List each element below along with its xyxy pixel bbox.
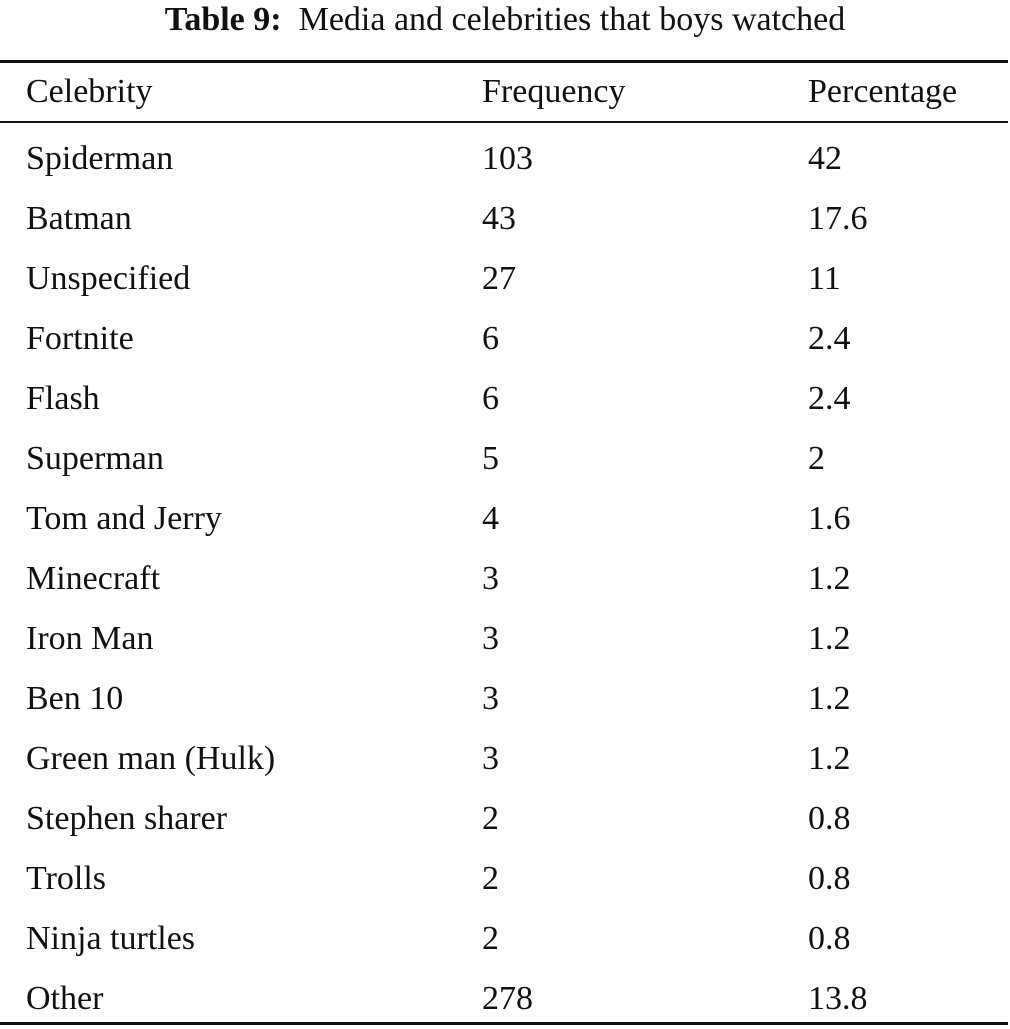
table-row [0,369,1008,429]
percentage-cell: 1.2 [808,740,851,777]
frequency-cell: 4 [482,500,499,537]
table-header-rule [0,121,1008,123]
celebrity-cell: Fortnite [26,320,134,357]
celebrity-cell: Batman [26,200,132,237]
percentage-cell: 0.8 [808,860,851,897]
percentage-cell: 42 [808,140,842,177]
table-row [0,129,1008,189]
table-row [0,189,1008,249]
table-row [0,849,1008,909]
frequency-cell: 5 [482,440,499,477]
percentage-cell: 1.2 [808,560,851,597]
table-row [0,969,1008,1029]
frequency-cell: 2 [482,860,499,897]
celebrity-cell: Green man (Hulk) [26,740,276,777]
frequency-cell: 3 [482,680,499,717]
header-frequency: Frequency [482,73,626,110]
percentage-cell: 17.6 [808,200,868,237]
celebrity-cell: Flash [26,380,100,417]
celebrity-cell: Superman [26,440,164,477]
percentage-cell: 2.4 [808,320,851,357]
celebrity-cell: Stephen sharer [26,800,228,837]
percentage-cell: 2 [808,440,825,477]
table-caption-text: Media and celebrities that boys watched [298,1,846,38]
frequency-cell: 3 [482,620,499,657]
header-celebrity: Celebrity [26,73,153,110]
frequency-cell: 3 [482,740,499,777]
table-caption [0,0,1010,44]
percentage-cell: 2.4 [808,380,851,417]
table-row [0,909,1008,969]
celebrity-cell: Unspecified [26,260,191,297]
table-row [0,489,1008,549]
table-row [0,249,1008,309]
table-row [0,729,1008,789]
frequency-cell: 6 [482,380,499,417]
header-percentage: Percentage [808,73,958,110]
percentage-cell: 1.2 [808,680,851,717]
percentage-cell: 1.6 [808,500,851,537]
frequency-cell: 278 [482,980,533,1017]
celebrity-cell: Minecraft [26,560,161,597]
celebrity-cell: Ninja turtles [26,920,196,957]
celebrity-cell: Other [26,980,104,1017]
percentage-cell: 1.2 [808,620,851,657]
table-row [0,549,1008,609]
celebrity-cell: Spiderman [26,140,174,177]
table-bottom-rule [0,1022,1008,1025]
celebrity-cell: Iron Man [26,620,154,657]
frequency-cell: 3 [482,560,499,597]
celebrity-cell: Ben 10 [26,680,124,717]
frequency-cell: 2 [482,800,499,837]
percentage-cell: 0.8 [808,920,851,957]
celebrity-cell: Tom and Jerry [26,500,222,537]
percentage-cell: 11 [808,260,841,297]
table-row [0,429,1008,489]
frequency-cell: 103 [482,140,533,177]
table-row [0,789,1008,849]
table-row [0,669,1008,729]
percentage-cell: 0.8 [808,800,851,837]
table-row [0,309,1008,369]
percentage-cell: 13.8 [808,980,868,1017]
frequency-cell: 6 [482,320,499,357]
table-header [0,63,1008,121]
frequency-cell: 43 [482,200,516,237]
frequency-cell: 27 [482,260,516,297]
table-body [0,129,1008,1029]
frequency-cell: 2 [482,920,499,957]
celebrity-cell: Trolls [26,860,107,897]
table-row [0,609,1008,669]
header-row [0,63,1008,121]
table-caption-label: Table 9: [164,1,282,38]
